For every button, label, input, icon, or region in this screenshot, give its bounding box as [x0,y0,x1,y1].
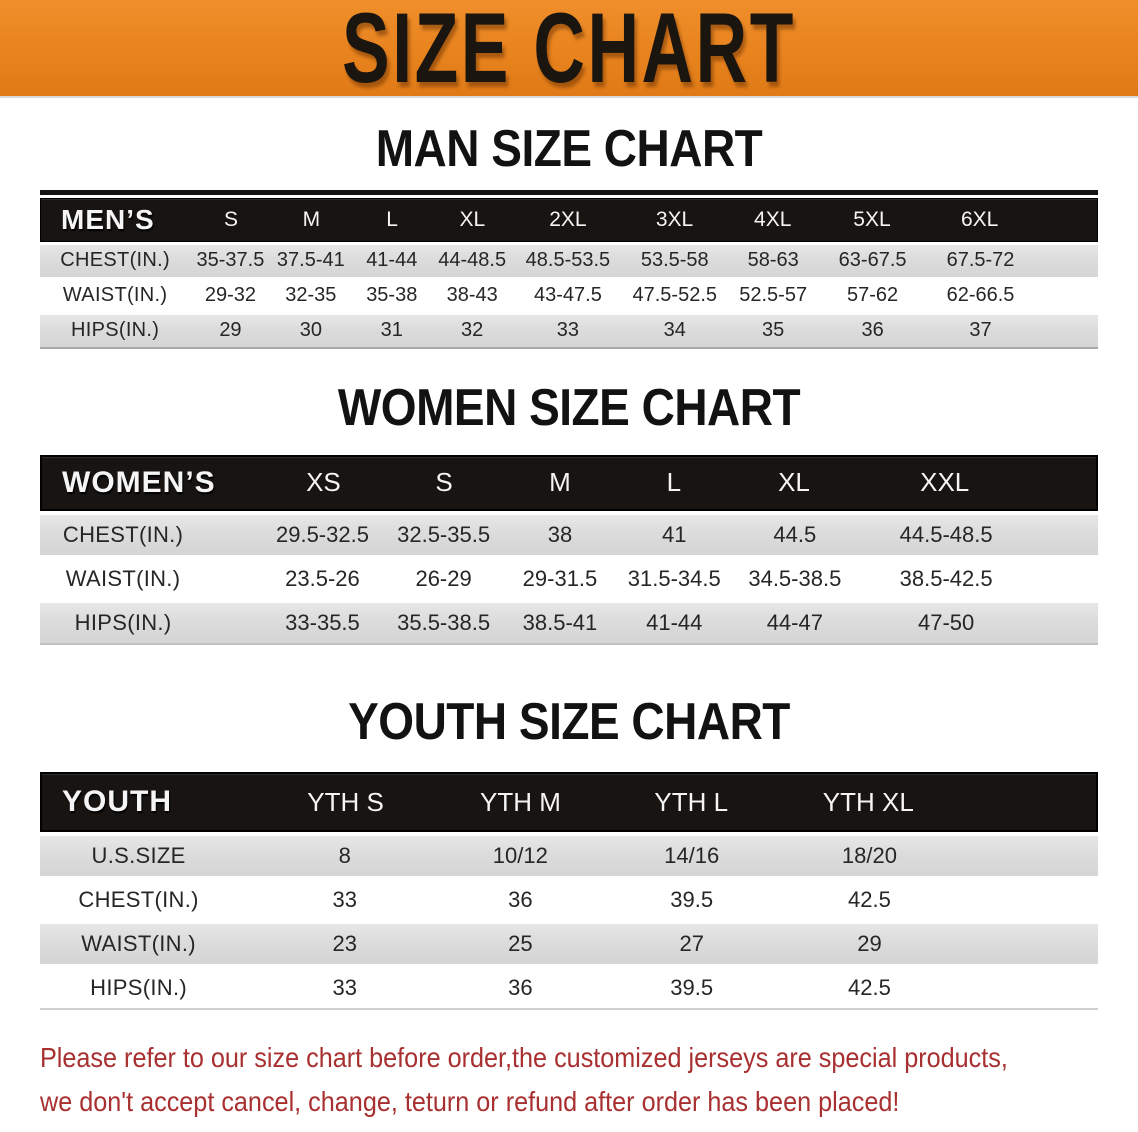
size-column-header: M [549,467,571,498]
size-column-header: YTH M [480,786,561,817]
table-cell: 34.5-38.5 [748,565,842,591]
women-section-heading [0,377,1138,436]
table-cell: 35 [762,319,785,342]
women-section-heading-text: WOMEN SIZE CHART [337,377,801,436]
table-cell: 36 [861,319,884,342]
table-cell: 32-35 [285,284,337,307]
row-label: U.S.SIZE [91,843,186,869]
size-column-header: 3XL [655,207,694,231]
table-cell: 34 [663,319,686,342]
table-cell: 35.5-38.5 [397,609,491,635]
table-cell: 36 [508,975,533,1001]
table-row [40,880,1098,920]
table-cell: 39.5 [670,975,714,1001]
size-column-header: 6XL [961,207,999,231]
size-column-header: M [302,207,321,231]
women-table-header-row [40,455,1098,511]
men-table-header-row [40,198,1098,242]
youth-table-header-row [40,772,1098,832]
table-cell: 63-67.5 [838,249,907,272]
order-disclaimer [40,1036,1098,1123]
table-row [40,836,1098,876]
table-cell: 29-32 [204,284,257,307]
row-label: WAIST(IN.) [62,284,168,307]
table-cell: 44.5-48.5 [899,521,993,547]
size-column-header: YTH XL [822,786,914,817]
size-column-header: XL [778,467,810,498]
table-cell: 23 [332,931,357,957]
table-cell: 42.5 [848,887,891,913]
table-cell: 35-38 [366,284,418,307]
banner-title: SIZE CHART [342,0,796,98]
table-cell: 43-47.5 [533,284,602,307]
size-column-header: XS [306,467,341,498]
disclaimer-line-2: we don't accept cancel, change, teturn or refund after order has been placed! [40,1085,900,1117]
table-cell: 32.5-35.5 [397,521,491,547]
table-cell: 57-62 [847,284,899,307]
table-cell: 52.5-57 [739,284,808,307]
table-cell: 33 [556,319,580,342]
table-cell: 38.5-41 [522,609,598,635]
table-cell: 53.5-58 [640,249,709,272]
table-row [40,924,1098,964]
table-row [40,315,1098,347]
size-column-header: YTH S [307,786,384,817]
table-cell: 29 [219,319,242,342]
size-chart-banner [0,0,1138,98]
table-cell: 37 [969,319,992,342]
men-table-top-rule [40,190,1098,195]
row-label: HIPS(IN.) [70,319,160,342]
table-row [40,603,1098,643]
row-label: HIPS(IN.) [74,609,172,635]
table-cell: 25 [508,931,533,957]
table-cell: 41-44 [646,609,703,635]
size-column-header: S [224,207,239,231]
table-cell: 31 [380,319,403,342]
disclaimer-line-1: Please refer to our size chart before order,the customized jerseys are special products, [40,1042,1008,1074]
size-column-header: S [435,467,453,498]
table-cell: 67.5-72 [946,249,1015,272]
table-cell: 33 [332,887,357,913]
table-row [40,515,1098,555]
men-section-heading-text: MAN SIZE CHART [375,118,763,178]
table-cell: 33-35.5 [285,609,360,635]
table-cell: 10/12 [492,843,548,869]
table-cell: 38 [547,521,573,547]
table-cell: 44-47 [766,609,823,635]
table-cell: 38-43 [446,284,498,307]
men-size-table [40,190,1098,349]
row-label: CHEST(IN.) [60,249,170,272]
table-cell: 32 [461,319,484,342]
row-label: CHEST(IN.) [78,887,199,913]
size-group-label: YOUTH [62,785,172,819]
table-cell: 39.5 [670,887,714,913]
table-cell: 41 [661,521,687,547]
men-section-heading [0,118,1138,178]
table-cell: 29-31.5 [522,565,598,591]
row-label: CHEST(IN.) [62,521,184,547]
size-column-header: 2XL [549,207,587,231]
table-cell: 44.5 [773,521,817,547]
youth-section-heading [0,691,1138,750]
table-cell: 47-50 [917,609,975,635]
women-size-table [40,455,1098,645]
table-cell: 31.5-34.5 [627,565,721,591]
table-cell: 37.5-41 [276,249,345,272]
table-cell: 14/16 [664,843,720,869]
table-cell: 42.5 [848,975,891,1001]
size-column-header: L [666,467,682,498]
table-cell: 23.5-26 [285,565,360,591]
size-column-header: L [386,207,398,231]
table-cell: 48.5-53.5 [525,249,611,272]
table-cell: 44-48.5 [438,249,507,272]
size-column-header: 5XL [853,207,891,231]
size-group-label: WOMEN’S [62,465,216,499]
size-column-header: YTH L [654,786,729,817]
row-label: WAIST(IN.) [81,931,196,957]
table-cell: 8 [338,843,351,869]
table-cell: 26-29 [415,565,472,591]
table-cell: 33 [332,975,357,1001]
table-cell: 35-37.5 [196,249,265,272]
table-cell: 29 [857,931,882,957]
size-column-header: XXL [920,467,970,498]
table-cell: 36 [508,887,533,913]
youth-size-table [40,772,1098,1010]
table-row [40,968,1098,1008]
table-row [40,280,1098,312]
size-column-header: 4XL [754,207,792,231]
size-column-header: XL [459,207,486,231]
row-label: HIPS(IN.) [90,975,187,1001]
table-cell: 62-66.5 [946,284,1015,307]
table-cell: 47.5-52.5 [632,284,718,307]
table-cell: 27 [679,931,704,957]
size-group-label: MEN’S [61,203,155,235]
table-row [40,559,1098,599]
youth-section-heading-text: YOUTH SIZE CHART [348,691,790,750]
row-label: WAIST(IN.) [65,565,181,591]
table-cell: 18/20 [841,843,897,869]
table-cell: 29.5-32.5 [275,521,369,547]
table-cell: 38.5-42.5 [899,565,993,591]
table-row [40,245,1098,277]
table-cell: 30 [299,319,322,342]
table-cell: 41-44 [366,249,418,272]
table-cell: 58-63 [747,249,799,272]
